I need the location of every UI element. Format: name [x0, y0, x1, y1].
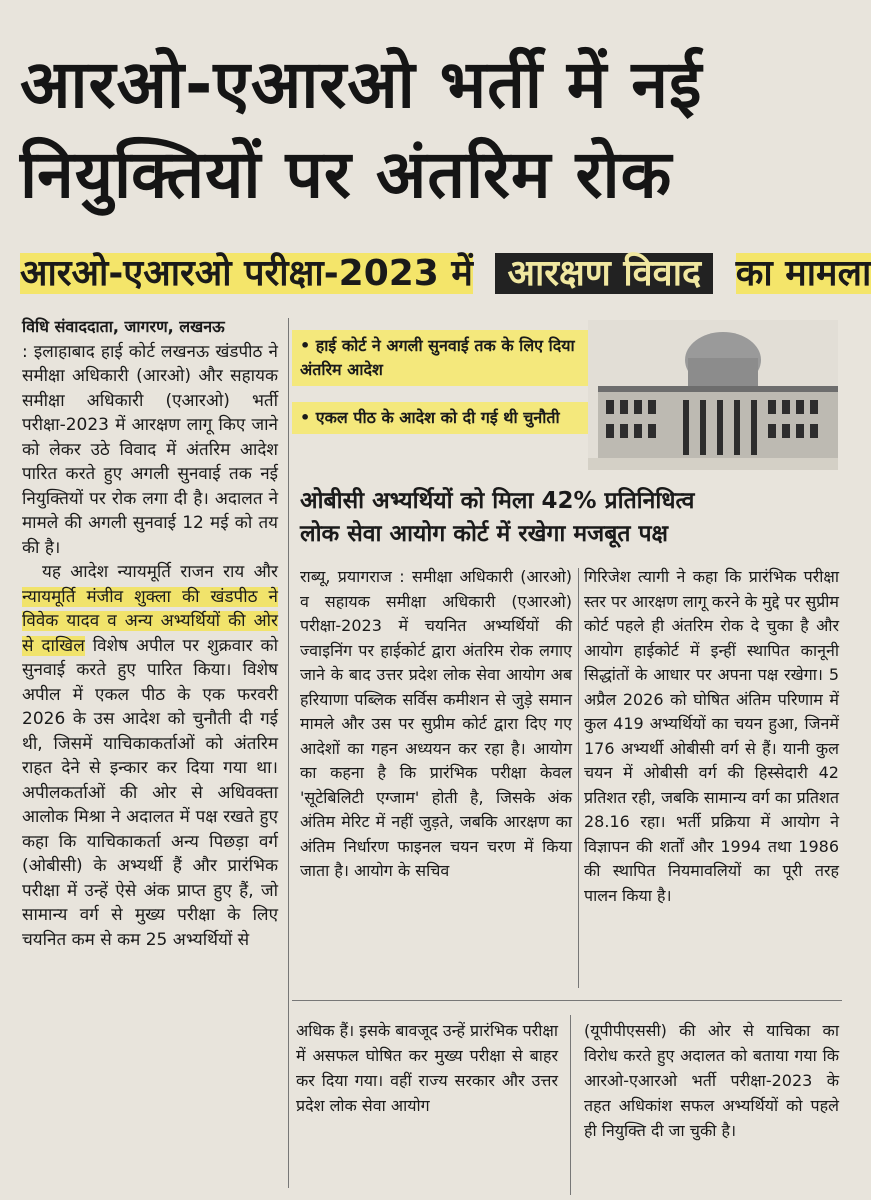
continuation-text-2: (यूपीपीएससी) की ओर से याचिका का विरोध करते हुए अदालत को बताया गया कि आरओ-एआरओ भर्ती परीक्षा-2023 के तहत अधिकांश सफल अभ्यर्थियों को पहले ही नियुक्ति दी जा चुकी है। [584, 1021, 839, 1140]
second-story-head-line-2: लोक सेवा आयोग कोर्ट में रखेगा मजबूत पक्ष [300, 521, 669, 547]
bullet-point: • हाई कोर्ट ने अगली सुनवाई तक के लिए दिया अंतरिम आदेश [292, 330, 592, 386]
second-story-head-line-1: ओबीसी अभ्यर्थियों को मिला 42% प्रतिनिधित्व [300, 488, 695, 514]
para2-highlight: न्यायमूर्ति मंजीव शुक्ला की खंडपीठ ने विवेक यादव व अन्य अभ्यर्थियों की ओर से दाखिल [22, 586, 278, 656]
para2-post: विशेष अपील पर शुक्रवार को सुनवाई करते हुए पारित किया। विशेष अपील में एकल पीठ के एक फरवरी 2026 के उस आदेश को चुनौती दी गई थी, जिसमें याचिकाकर्ताओं को अंतरिम राहत देने से इन्कार कर दिया गया था। अपीलकर्ताओं की ओर से अधिवक्ता आलोक मिश्रा ने अदालत में पक्ष रखते हुए कहा कि याचिकाकर्ता अन्य पिछड़ा वर्ग (ओबीसी) के अभ्यर्थी हैं और प्रारंभिक परीक्षा में उन्हें ऐसे अंक प्राप्त हुए हैं, जो सामान्य वर्ग से मुख्य परीक्षा के लिए चयनित कम से कम 25 अभ्यर्थियों से [22, 635, 278, 950]
second-story-text-2: गिरिजेश त्यागी ने कहा कि प्रारंभिक परीक्षा स्तर पर आरक्षण लागू करने के मुद्दे पर सुप्रीम कोर्ट पहले ही अंतरिम रोक दे चुका है और आयोग हाईकोर्ट में इन्हीं स्थापित कानूनी सिद्धांतों के आधार पर अपना पक्ष रखेगा। 5 अप्रैल 2026 को घोषित अंतिम परिणाम में कुल 419 अभ्यर्थियों का चयन हुआ, जिनमें 176 अभ्यर्थी ओबीसी वर्ग से हैं। यानी कुल चयन में ओबीसी वर्ग की हिस्सेदारी 42 प्रतिशत रही, जबकि सामान्य वर्ग का प्रतिशत 28.16 रहा। भर्ती प्रक्रिया में आयोग ने विज्ञापन की शर्तों और 1994 तथा 1986 की स्थापित नियमावलियों का पूरी तरह पालन किया है। [584, 567, 839, 905]
subheadline-part-2: का मामला [735, 253, 871, 294]
section-divider [292, 1000, 842, 1001]
continuation-text-1: अधिक हैं। इसके बावजूद उन्हें प्रारंभिक परीक्षा में असफल घोषित कर मुख्य परीक्षा से बाहर कर दिया गया। वहीं राज्य सरकार और उत्तर प्रदेश लोक सेवा आयोग [296, 1021, 558, 1115]
byline: विधि संवाददाता, जागरण, लखनऊ [22, 317, 225, 336]
main-story-para-1: : इलाहाबाद हाई कोर्ट लखनऊ खंडपीठ ने समीक्षा अधिकारी (आरओ) और सहायक समीक्षा अधिकारी (एआरओ) भर्ती परीक्षा-2023 में आरक्षण लागू किए जाने को लेकर उठे विवाद में अंतरिम आदेश पारित करते हुए अगली सुनवाई तक नई नियुक्तियों पर रोक लगा दी है। अदालत ने मामले की अगली सुनवाई 12 मई को तय की है। [22, 341, 278, 558]
column-divider [288, 318, 289, 1188]
para2-pre: यह आदेश न्यायमूर्ति राजन राय और [42, 562, 278, 582]
subheadline-part-1: आरओ-एआरओ परीक्षा-2023 में [20, 253, 473, 294]
column-divider [570, 1015, 571, 1195]
second-story-text-1: राब्यू, प्रयागराज : समीक्षा अधिकारी (आरओ) व सहायक समीक्षा अधिकारी (एआरओ) परीक्षा-2023 में चयनित अभ्यर्थियों की ज्वाइनिंग पर हाईकोर्ट द्वारा अंतरिम रोक लगाए जाने के बाद उत्तर प्रदेश लोक सेवा आयोग अब हरियाणा पब्लिक सर्विस कमीशन से जुड़े समान मामले और उस पर सुप्रीम कोर्ट द्वारा दिए गए आदेशों का गहन अध्ययन कर रहा है। आयोग का कहना है कि प्रारंभिक परीक्षा केवल 'सूटेबिलिटी एग्जाम' होती है, जिसके अंक अंतिम मेरिट में नहीं जुड़ते, जबकि आरक्षण का अंतिम निर्धारण फाइनल चयन चरण में किया जाता है। आयोग के सचिव [300, 567, 572, 880]
continuation-column-1 [296, 1018, 558, 1118]
main-story-para-2 [22, 560, 278, 952]
subheadline [20, 244, 871, 304]
second-story-column-1 [300, 565, 572, 884]
bullet-point: • एकल पीठ के आदेश को दी गई थी चुनौती [292, 402, 592, 434]
second-story-column-2 [584, 565, 839, 908]
headline-line-2: नियुक्तियों पर अंतरिम रोक [20, 136, 673, 213]
column-divider [578, 568, 579, 988]
subheadline-boxed: आरक्षण विवाद [495, 253, 713, 294]
key-points-box [292, 330, 592, 450]
continuation-column-2 [584, 1018, 839, 1143]
high-court-building-image [588, 320, 838, 470]
second-story-headline [300, 485, 850, 551]
headline-line-1: आरओ-एआरओ भर्ती में नई [20, 46, 703, 123]
main-story-column [22, 315, 278, 952]
